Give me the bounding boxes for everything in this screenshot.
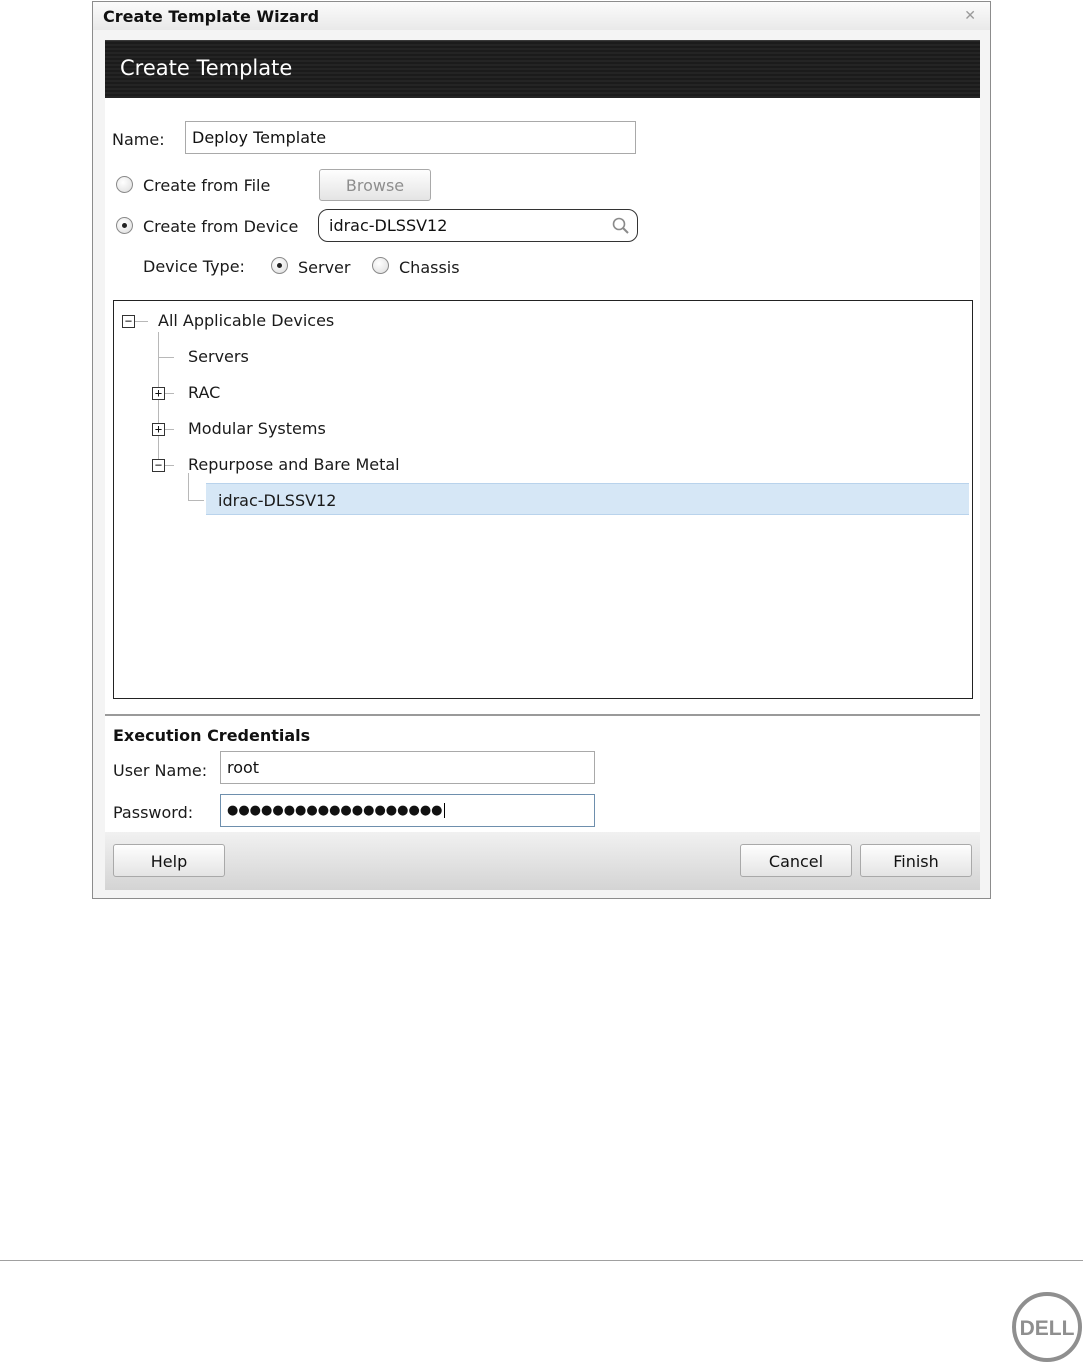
dialog-titlebar [93,2,990,30]
create-from-device-radio[interactable] [116,217,133,234]
section-divider [105,714,980,716]
tree-expand-toggle[interactable]: + [152,387,165,400]
create-from-file-label: Create from File [143,176,271,195]
execution-credentials-title: Execution Credentials [113,726,311,745]
wizard-content [105,98,980,832]
browse-button[interactable]: Browse [319,169,431,201]
text-cursor [444,803,445,818]
device-type-chassis-label: Chassis [399,258,460,277]
tree-line [164,393,174,394]
device-type-server-label: Server [298,258,351,277]
create-from-file-radio[interactable] [116,176,133,193]
wizard-header-title: Create Template [120,56,293,80]
create-from-device-label: Create from Device [143,217,299,236]
name-label: Name: [112,130,165,149]
device-type-server-radio[interactable] [271,257,288,274]
dell-logo-text: DELL [1019,1317,1075,1340]
radio-selected-dot [277,263,282,268]
tree-line [158,357,174,358]
finish-button[interactable]: Finish [860,844,972,877]
device-type-chassis-radio[interactable] [372,257,389,274]
tree-line [164,429,174,430]
radio-selected-dot [122,223,127,228]
password-label: Password: [113,803,194,822]
username-input[interactable]: root [220,751,595,784]
tree-collapse-toggle[interactable]: − [122,315,135,328]
tree-line [188,500,204,501]
search-icon[interactable] [611,216,631,236]
name-input[interactable]: Deploy Template [185,121,636,154]
dialog-footer [105,832,980,890]
tree-collapse-toggle[interactable]: − [152,459,165,472]
tree-line [164,465,174,466]
tree-item-servers[interactable]: Servers [188,347,249,366]
cancel-button[interactable]: Cancel [740,844,852,877]
tree-item-modular-systems[interactable]: Modular Systems [188,419,326,438]
device-search-value: idrac-DLSSV12 [329,216,448,235]
device-search-input[interactable] [318,209,638,242]
dell-logo [1011,1291,1083,1363]
wizard-header [105,40,980,98]
tree-expand-toggle[interactable]: + [152,423,165,436]
device-type-label: Device Type: [143,257,245,276]
help-button[interactable]: Help [113,844,225,877]
password-input[interactable] [220,794,595,827]
password-mask: ●●●●●●●●●●●●●●●●●●● [227,803,443,818]
device-tree[interactable] [113,300,973,699]
tree-item-repurpose-bare-metal[interactable]: Repurpose and Bare Metal [188,455,400,474]
tree-line [134,321,148,322]
create-template-dialog [92,1,991,899]
close-icon[interactable]: ✕ [964,8,976,24]
tree-line [188,473,189,501]
tree-item-rac[interactable]: RAC [188,383,221,402]
page-footer-rule [0,1260,1083,1261]
tree-root-label[interactable]: All Applicable Devices [158,311,335,330]
dialog-title: Create Template Wizard [103,7,320,26]
tree-item-idrac[interactable]: idrac-DLSSV12 [218,491,337,510]
username-label: User Name: [113,761,208,780]
